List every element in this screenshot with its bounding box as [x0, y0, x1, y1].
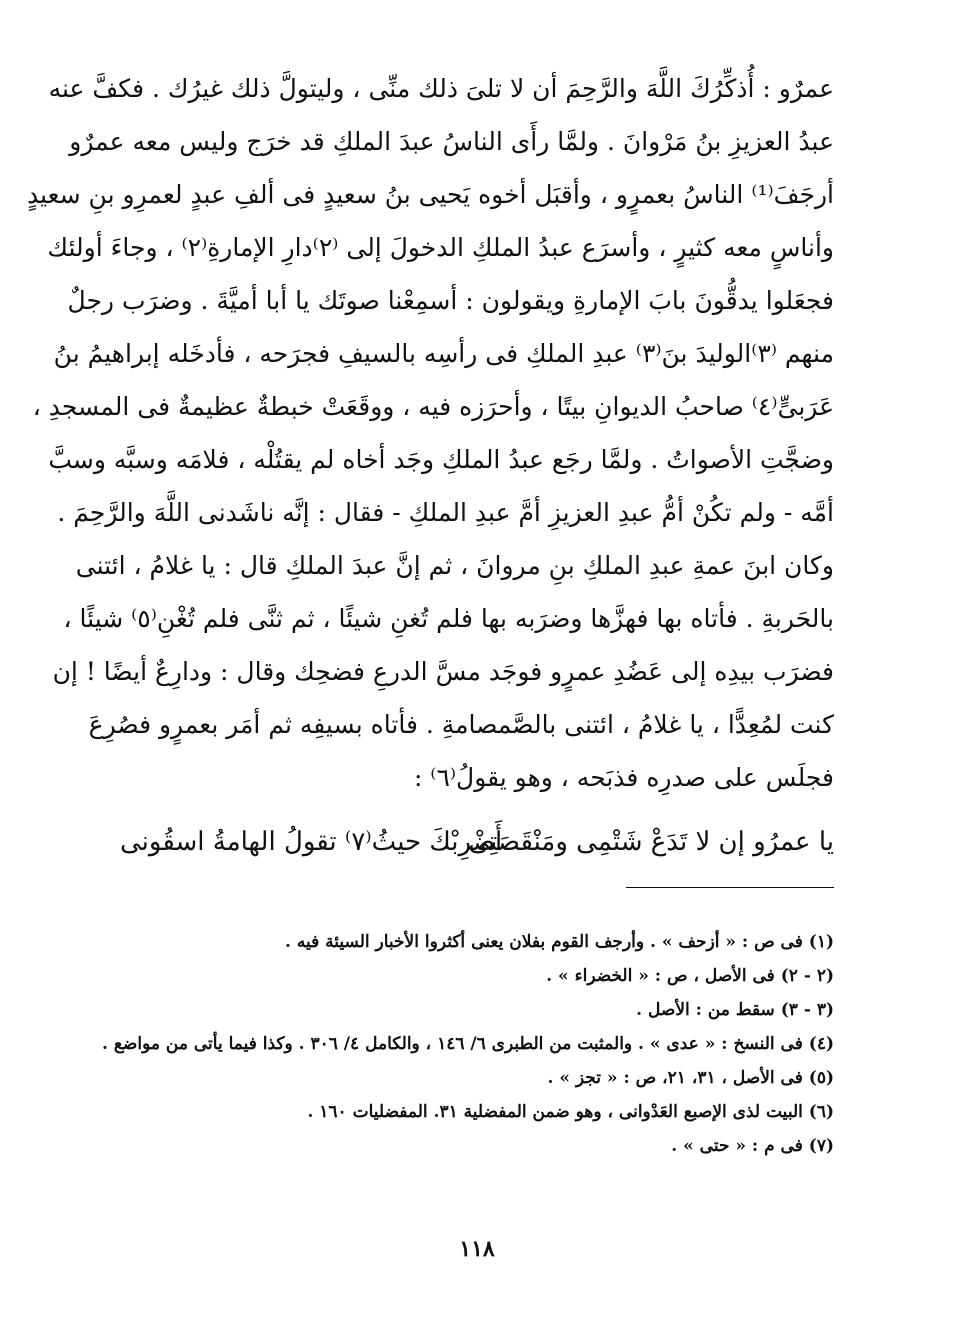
- text-line: فجلَس على صدرِه فذبَحه ، وهو يقولُ⁽٦⁾ :: [413, 763, 834, 792]
- footnote: (٦) البيت لذى الإصبع العَدْوانى ، وهو ضمن المفضلية ٣١. المفضليات ١٦٠ .: [307, 1102, 834, 1122]
- text-line: عَرَبىٍّ⁽٤⁾ صاحبُ الديوانِ بيتًا ، وأحرَزه فيه ، ووقَعَتْ خبطةٌ عظيمةٌ فى المسجدِ ،: [32, 392, 834, 421]
- text-line: وضجَّتِ الأصواتُ . ولمَّا رجَع عبدُ الملكِ وجَد أخاه لم يقتُلْه ، فلامَه وسبَّه وسبَّ: [48, 445, 834, 474]
- text-line: بالحَربةِ . فأتاه بها فهزَّها وضرَبه بها فلم تُغنِ شيئًا ، ثم ثنَّى فلم تُغْنِ⁽٥⁾ شيئًا ،: [63, 604, 834, 633]
- footnote: (٤) فى النسخ : « عدى » . والمثبت من الطبرى ٦/ ١٤٦ ، والكامل ٤/ ٣٠٦ . وكذا فيما يأتى من مواضع .: [102, 1034, 834, 1054]
- verse-second-hemistich: أَضْرِبْكَ حيثُ⁽٧⁾ تقولُ الهامةُ اسقُونى: [120, 827, 503, 857]
- text-line: وأناسٍ معه كثيرٍ ، وأسرَع عبدُ الملكِ الدخولَ إلى ⁽٢⁾دارِ الإمارةِ⁽٢⁾ ، وجاءَ أولئك: [47, 233, 834, 262]
- main-text: [26, 62, 834, 804]
- footnote: (٥) فى الأصل ، ٣١، ٢١، ص : « تجز » .: [547, 1068, 834, 1088]
- text-line: عبدُ العزيزِ بنُ مَرْوانَ . ولمَّا رأَى الناسُ عبدَ الملكِ قد خرَج وليس معه عمرٌو: [69, 127, 834, 156]
- text-line: فجعَلوا يدقُّونَ بابَ الإمارةِ ويقولون : أسمِعْنا صوتَك يا أبا أميَّةَ . وضرَب رجلٌ: [67, 286, 834, 315]
- poetry-verse: [120, 812, 834, 872]
- footnote: (٧) فى م : « حتى » .: [671, 1136, 834, 1156]
- footnotes: [96, 925, 834, 1163]
- text-line: كنت لمُعِدًّا ، يا غلامُ ، ائتنى بالصَّمصامةِ . فأتاه بسيفِه ثم أمَر بعمرٍو فصُرِعَ: [88, 710, 834, 739]
- verse-first-hemistich: يا عمرُو إن لا تَدَعْ شَتْمِى ومَنْقَصَتِى: [468, 827, 834, 857]
- footnote: (١) فى ص : « أزحف » . وأرجف القوم بفلان يعنى أكثروا الأخبار السيئة فيه .: [285, 932, 834, 952]
- text-line: فضرَب بيدِه إلى عَضُدِ عمرٍو فوجَد مسَّ الدرعِ فضحِك وقال : ودارِعٌ أيضًا ! إن: [52, 657, 834, 686]
- footnote: (٣ - ٣) سقط من : الأصل .: [636, 1000, 834, 1020]
- text-line: أمَّه - ولم تكُنْ أمُّ عبدِ العزيزِ أمَّ عبدِ الملكِ - فقال : إنَّه ناشَدنى اللَّهَ والرَّحِمَ .: [57, 498, 834, 527]
- page-number: ١١٨: [459, 1236, 495, 1262]
- footnote-divider: [626, 887, 834, 888]
- text-line: منهم ⁽٣⁾الوليدَ بنَ⁽٣⁾ عبدِ الملكِ فى رأسِه بالسيفِ فجرَحه ، فأدخَله إبراهيمُ بنُ: [53, 339, 834, 368]
- text-line: أرجَفَ⁽¹⁾ الناسُ بعمرٍو ، وأقبَل أخوه يَحيى بنُ سعيدٍ فى ألفِ عبدٍ لعمرِو بنِ سعيدٍ: [26, 180, 834, 209]
- text-line: وكان ابنَ عمةِ عبدِ الملكِ بنِ مروانَ ، ثم إنَّ عبدَ الملكِ قال : يا غلامُ ، ائتنى: [75, 551, 834, 580]
- text-line: عمرٌو : أُذكِّرُكَ اللَّهَ والرَّحِمَ أن لا تلىَ ذلك منِّى ، وليتولَّ ذلك غيرُك . فكفَّ عنه: [48, 74, 834, 103]
- footnote: (٢ - ٢) فى الأصل ، ص : « الخضراء » .: [546, 966, 834, 986]
